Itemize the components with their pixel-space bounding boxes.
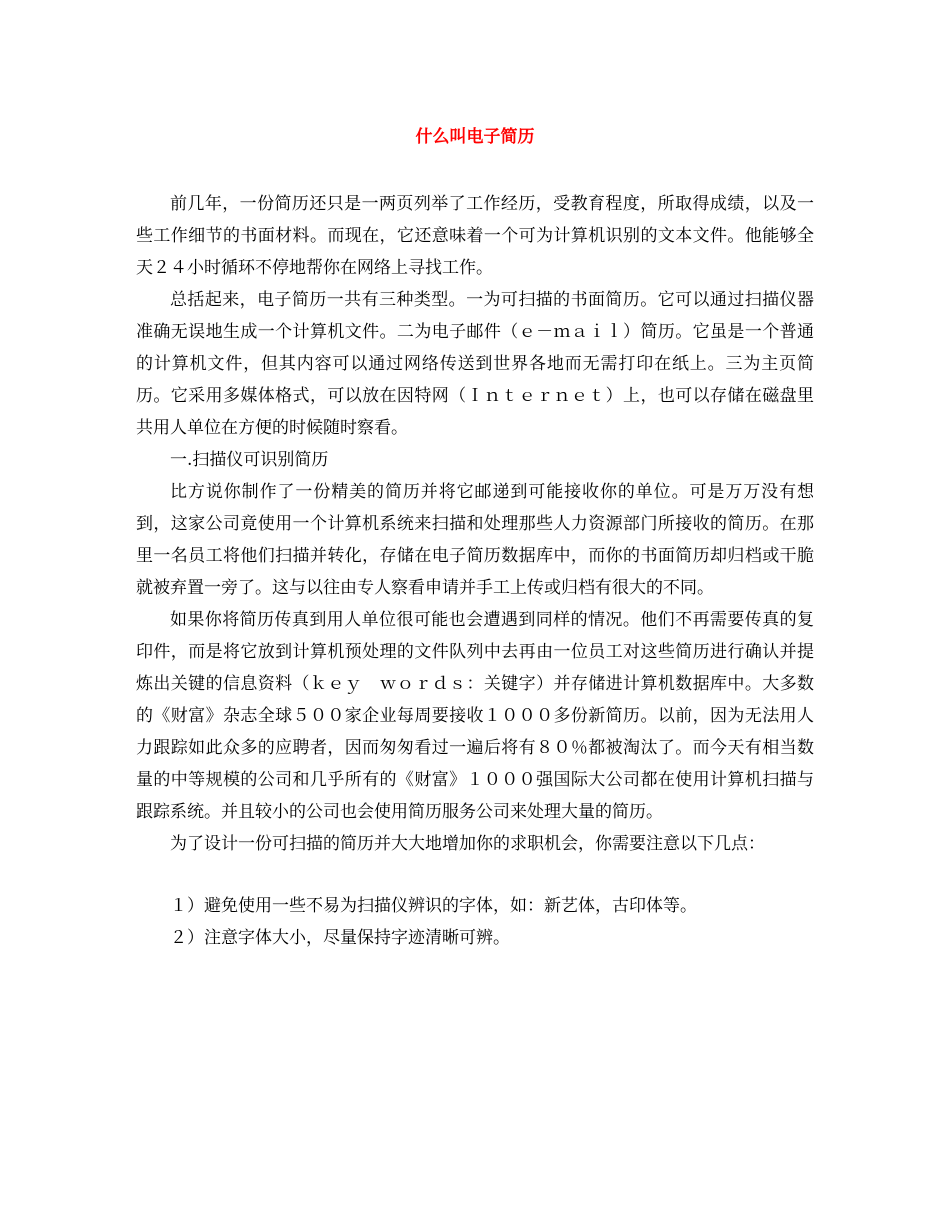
paragraph: 为了设计一份可扫描的简历并大大地增加你的求职机会，你需要注意以下几点： bbox=[170, 834, 765, 854]
spacer bbox=[136, 860, 814, 890]
list-item: ２）注意字体大小，尽量保持字迹清晰可辨。 bbox=[170, 928, 510, 948]
paragraph: 如果你将简历传真到用人单位很可能也会遭遇到同样的情况。他们不再需要传真的复印件，而是将它放到计算机预处理的文件队列中去再由一位员工对这些简历进行确认并提炼出关键的信息资料（ｋｅｙ ｗｏｒｄｓ：关键字）并存储进计算机数据库中。大多数的《财富》杂志全球５００家企业每周要接收１０００多份新简历。以前，因为无法用人力跟踪如此众多的应聘者，因而匆匆看过一遍后将有８０％都被淘汰了。而今天有相当数量的中等规模的公司和几乎所有的《财富》１０００强国际大公司都在使用计算机扫描与跟踪系统。并且较小的公司也会使用简历服务公司来处理大量的简历。 bbox=[136, 610, 814, 822]
paragraph: 比方说你制作了一份精美的简历并将它邮递到可能接收你的单位。可是万万没有想到，这家公司竟使用一个计算机系统来扫描和处理那些人力资源部门所接收的简历。在那里一名员工将他们扫描并转化，存储在电子简历数据库中，而你的书面简历却归档或干脆就被弃置一旁了。这与以往由专人察看申请并手工上传或归档有很大的不同。 bbox=[136, 482, 814, 598]
paragraph: 总括起来，电子简历一共有三种类型。一为可扫描的书面简历。它可以通过扫描仪器准确无误地生成一个计算机文件。二为电子邮件（ｅ－ｍａｉｌ）简历。它虽是一个普通的计算机文件，但其内容可以通过网络传送到世界各地而无需打印在纸上。三为主页简历。它采用多媒体格式，可以放在因特网（Ｉｎｔｅｒｎｅｔ）上，也可以存储在磁盘里共用人单位在方便的时候随时察看。 bbox=[136, 290, 814, 438]
paragraph: 前几年，一份简历还只是一两页列举了工作经历，受教育程度，所取得成绩，以及一些工作细节的书面材料。而现在，它还意味着一个可为计算机识别的文本文件。他能够全天２４小时循环不停地帮你在网络上寻找工作。 bbox=[136, 194, 814, 278]
document-title: 什么叫电子简历 bbox=[415, 127, 535, 147]
section-heading: 一.扫描仪可识别简历 bbox=[170, 450, 329, 470]
list-item: １）避免使用一些不易为扫描仪辨识的字体，如：新艺体，古印体等。 bbox=[170, 896, 697, 916]
